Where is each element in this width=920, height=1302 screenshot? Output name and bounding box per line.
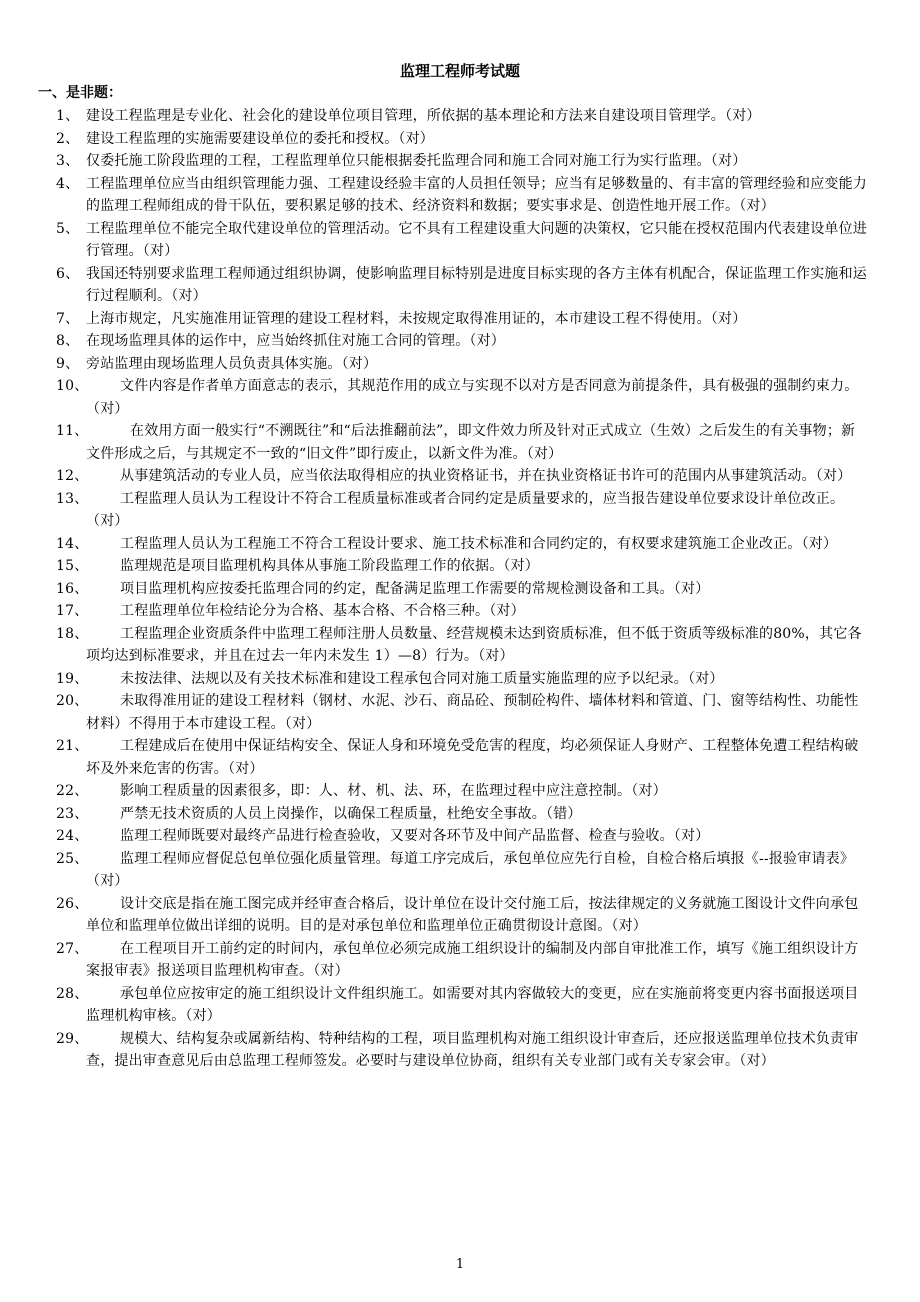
question-number: 6、 xyxy=(56,265,80,282)
question-text: 建设工程监理的实施需要建设单位的委托和授权。（对） xyxy=(86,130,434,147)
question-number: 4、 xyxy=(56,175,80,192)
question-number: 22、 xyxy=(56,783,89,799)
question-text: 上海市规定，凡实施准用证管理的建设工程材料，未按规定取得准用证的，本市建设工程不得使用。（对） xyxy=(86,310,747,327)
question-number: 19、 xyxy=(56,670,89,687)
question-number: 29、 xyxy=(56,1030,89,1047)
document-title: 监理工程师考试题 xyxy=(399,62,520,80)
question-text: 影响工程质量的因素很多，即：人、材、机、法、环，在监理过程中应注意控制。（对） xyxy=(120,783,667,799)
question-text: 工程监理单位应当由组织管理能力强、工程建设经验丰富的人员担任领导；应当有足够数量的、有丰富的管理经验和应变能力的监理工程师组成的骨干队伍，要积累足够的技术、经济资料和数据；要实事求是、创造性地开展工作。（对） xyxy=(86,175,867,214)
question-number: 28、 xyxy=(56,985,89,1002)
question-text: 我国还特别要求监理工程师通过组织协调，使影响监理目标特别是进度目标实现的各方主体有机配合，保证监理工作实施和运行过程顺利。（对） xyxy=(86,265,867,304)
question-text: 仅委托施工阶段监理的工程，工程监理单位只能根据委托监理合同和施工合同对施工行为实行监理。（对） xyxy=(86,153,747,169)
question-number: 12、 xyxy=(56,468,89,484)
section-heading: 一、是非题： xyxy=(38,85,122,101)
question-text: 工程监理单位不能完全取代建设单位的管理活动。它不具有工程建设重大问题的决策权，它只能在授权范围内代表建设单位进行管理。（对） xyxy=(86,220,867,259)
question-number: 18、 xyxy=(56,625,89,642)
question-number: 7、 xyxy=(56,310,80,327)
question-item xyxy=(0,128,920,151)
question-text: 在工程项目开工前约定的时间内，承包单位必须完成施工组织设计的编制及内部自审批准工作，填写《施工组织设计方案报审表》报送项目监理机构审查。（对） xyxy=(86,940,859,979)
question-item xyxy=(0,330,920,353)
question-item xyxy=(0,105,920,128)
question-number: 9、 xyxy=(56,355,80,372)
question-text: 监理规范是项目监理机构具体从事施工阶段监理工作的依据。（对） xyxy=(120,558,539,574)
question-number: 20、 xyxy=(56,693,89,709)
question-text: 监理工程师应督促总包单位强化质量管理。每道工序完成后，承包单位应先行自检，自检合格后填报《--报验审请表》（对） xyxy=(86,850,855,889)
question-item xyxy=(0,803,920,826)
question-text: 工程监理单位年检结论分为合格、基本合格、不合格三种。（对） xyxy=(120,603,525,619)
question-item xyxy=(0,420,920,465)
question-number: 23、 xyxy=(56,805,89,822)
question-item xyxy=(0,1028,920,1073)
question-item xyxy=(0,173,920,218)
question-text: 文件内容是作者单方面意志的表示，其规范作用的成立与实现不以对方是否同意为前提条件，具有极强的强制约束力。（对） xyxy=(86,378,859,417)
question-item xyxy=(0,263,920,308)
question-number: 21、 xyxy=(56,738,89,754)
question-item xyxy=(0,690,920,735)
question-number: 25、 xyxy=(56,850,89,867)
question-item xyxy=(0,555,920,578)
question-text: 在效用方面一般实行“不溯既往”和“后法推翻前法”，即文件效力所及针对正式成立（生效）之后发生的有关事物；新文件形成之后，与其规定不一致的“旧文件”即行废止，以新文件为准。（对） xyxy=(86,423,856,462)
question-text: 工程监理人员认为工程施工不符合工程设计要求、施工技术标准和合同约定的，有权要求建筑施工企业改正。（对） xyxy=(120,535,838,552)
question-number: 3、 xyxy=(56,153,80,169)
question-item xyxy=(0,735,920,780)
question-item xyxy=(0,938,920,983)
question-number: 5、 xyxy=(56,220,80,237)
question-text: 未按法律、法规以及有关技术标准和建设工程承包合同对施工质量实施监理的应予以纪录。（对） xyxy=(120,670,724,687)
question-text: 未取得准用证的建设工程材料（钢材、水泥、沙石、商品砼、预制砼构件、墙体材料和管道、门、窗等结构性、功能性材料）不得用于本市建设工程。（对） xyxy=(86,693,859,732)
question-item xyxy=(0,848,920,893)
question-text: 旁站监理由现场监理人员负责具体实施。（对） xyxy=(86,355,378,372)
question-number: 13、 xyxy=(56,490,89,507)
question-list xyxy=(0,105,920,1073)
question-number: 26、 xyxy=(56,895,89,912)
question-number: 24、 xyxy=(56,828,89,844)
question-item xyxy=(0,668,920,691)
question-text: 严禁无技术资质的人员上岗操作，以确保工程质量，杜绝安全事故。（错） xyxy=(120,805,582,822)
question-text: 监理工程师既要对最终产品进行检查验收，又要对各环节及中间产品监督、检查与验收。（对） xyxy=(120,828,710,844)
question-item xyxy=(0,600,920,623)
question-text: 工程监理企业资质条件中监理工程师注册人员数量、经营规模未达到资质标准，但不低于资质等级标准的80%，其它各项均达到标准要求，并且在过去一年内未发生 1）—8）行为。（对） xyxy=(86,625,862,664)
question-number: 14、 xyxy=(56,535,89,552)
question-text: 在现场监理具体的运作中，应当始终抓住对施工合同的管理。（对） xyxy=(86,333,505,349)
question-item xyxy=(0,623,920,668)
question-number: 15、 xyxy=(56,558,89,574)
question-item xyxy=(0,488,920,533)
question-text: 工程建成后在使用中保证结构安全、保证人身和环境免受危害的程度，均必须保证人身财产、工程整体免遭工程结构破坏及外来危害的伤害。（对） xyxy=(86,738,859,777)
question-number: 8、 xyxy=(56,333,80,349)
question-item xyxy=(0,465,920,488)
question-item xyxy=(0,825,920,848)
question-item xyxy=(0,375,920,420)
question-item xyxy=(0,218,920,263)
question-number: 17、 xyxy=(56,603,89,619)
question-number: 2、 xyxy=(56,130,80,147)
question-item xyxy=(0,308,920,331)
question-item xyxy=(0,578,920,601)
question-item xyxy=(0,893,920,938)
question-text: 建设工程监理是专业化、社会化的建设单位项目管理，所依据的基本理论和方法来自建设项目管理学。（对） xyxy=(86,108,761,124)
question-text: 规模大、结构复杂或属新结构、特种结构的工程，项目监理机构对施工组织设计审查后，还应报送监理单位技术负责审查，提出审查意见后由总监理工程师签发。必要时与建设单位协商，组织有关专业部门或有关专家会审。（对） xyxy=(86,1030,859,1069)
question-item xyxy=(0,533,920,556)
question-number: 10、 xyxy=(56,378,89,394)
question-item xyxy=(0,150,920,173)
question-text: 从事建筑活动的专业人员，应当依法取得相应的执业资格证书，并在执业资格证书许可的范围内从事建筑活动。（对） xyxy=(120,468,852,484)
question-item xyxy=(0,353,920,376)
question-item xyxy=(0,983,920,1028)
question-text: 承包单位应按审定的施工组织设计文件组织施工。如需要对其内容做较大的变更，应在实施前将变更内容书面报送项目监理机构审核。（对） xyxy=(86,985,859,1024)
question-text: 设计交底是指在施工图完成并经审查合格后，设计单位在设计交付施工后，按法律规定的义务就施工图设计文件向承包单位和监理单位做出详细的说明。目的是对承包单位和监理单位正确贯彻设计意图。（对） xyxy=(86,895,859,934)
question-number: 16、 xyxy=(56,580,89,597)
question-number: 27、 xyxy=(56,940,89,957)
question-number: 11、 xyxy=(56,423,89,439)
question-text: 工程监理人员认为工程设计不符合工程质量标准或者合同约定是质量要求的，应当报告建设单位要求设计单位改正。（对） xyxy=(86,490,845,529)
question-item xyxy=(0,780,920,803)
question-number: 1、 xyxy=(56,108,80,124)
page-number: 1 xyxy=(455,1257,465,1272)
question-text: 项目监理机构应按委托监理合同的约定，配备满足监理工作需要的常规检测设备和工具。（对） xyxy=(120,580,710,597)
